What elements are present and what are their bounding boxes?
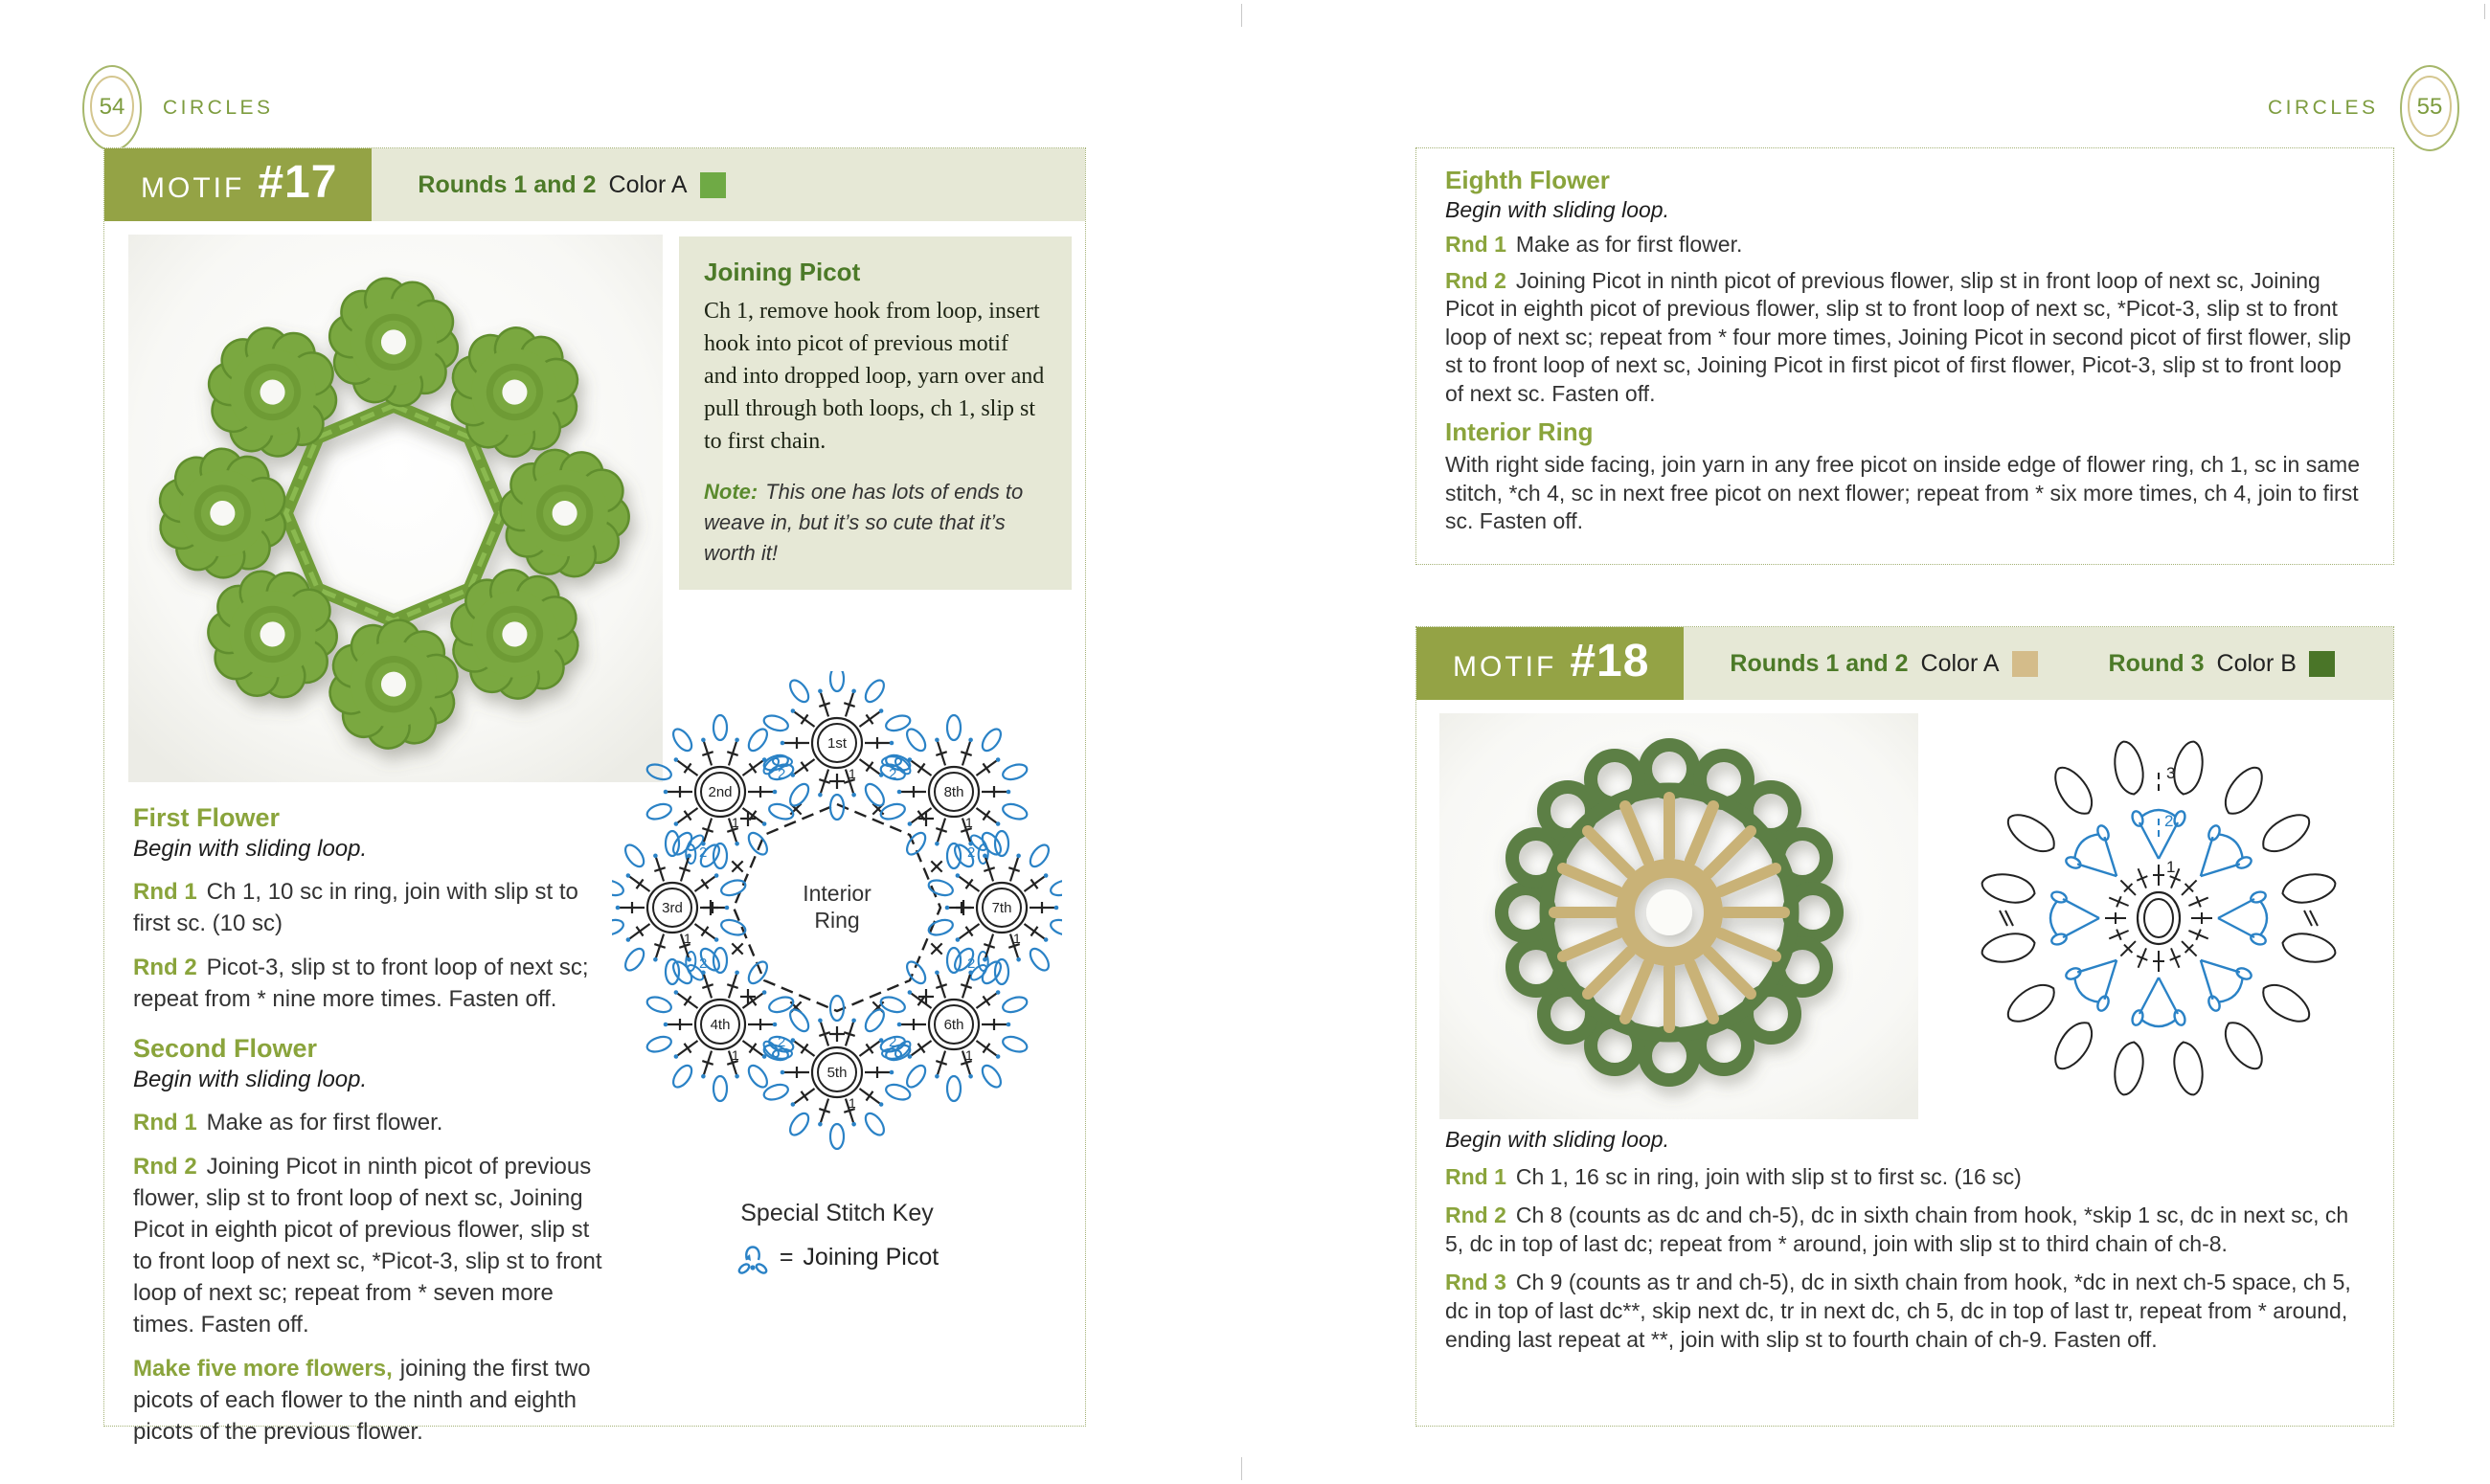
- round-1-numeral: 1: [849, 1095, 856, 1111]
- motif-18-photo: [1439, 713, 1918, 1119]
- rnd-text: Ch 8 (counts as dc and ch-5), dc in sixth chain from hook, *skip 1 sc, dc in next sc, ch 5, dc in top of last dc; repeat from * around, join with slip st to third chain of ch-8.: [1445, 1203, 2349, 1256]
- note-label: Note:: [704, 480, 758, 504]
- page-number: 55: [2416, 94, 2442, 120]
- page-number: 54: [99, 94, 125, 120]
- note-text: This one has lots of ends to weave in, but it’s so cute that it’s worth it!: [704, 480, 1024, 565]
- motif-number: #17: [258, 157, 338, 208]
- crochet-motif: [1502, 745, 1837, 1080]
- left-running-head: [80, 63, 274, 153]
- flower-label: 5th: [826, 1065, 848, 1081]
- round-chart: [1980, 739, 2338, 1097]
- round-3-numeral: 3: [2166, 764, 2176, 782]
- motif-18-intro: Begin with sliding loop.: [1445, 1127, 1669, 1152]
- rnd-label: Rnd 2: [1445, 267, 1506, 293]
- rnd-paragraph: [133, 952, 604, 1015]
- rnd-text: Joining Picot in ninth picot of previous flower, slip st to front loop of next sc, Joining Picot in eighth picot of previous flower, slip st to front loop of next sc, *Picot-3, slip st to front loop of next sc; repeat from * seven more times. Fasten off.: [133, 1154, 602, 1338]
- page-number-badge: [2398, 63, 2461, 153]
- rnd-text: Joining Picot in ninth picot of previous flower, slip st in front loop of next sc, Joining Picot in eighth picot of previous flower, slip st to front loop of next sc, *Picot-3, slip st to front loop of next sc; repeat from * four more times, Joining Picot in second picot of first flower, slip st to front loop of next sc, Joining Picot in first picot of first flower, Picot-3, slip st to front loop of next sc. Fasten off.: [1445, 267, 2351, 406]
- rnd-text: Picot-3, slip st to front loop of next sc; repeat from * nine more times. Fasten off.: [133, 955, 589, 1012]
- motif-17-banner: [104, 148, 1085, 221]
- right-running-head: [2268, 63, 2461, 153]
- rnd-paragraph: [133, 1107, 604, 1138]
- flower-label: 4th: [710, 1017, 731, 1033]
- make-more-lead: Make five more flowers,: [133, 1356, 393, 1382]
- stitch-key-entry: [641, 1237, 1033, 1277]
- motif-17-diagram: [612, 671, 1062, 1159]
- rnd-label: Rnd 2: [1445, 1203, 1506, 1227]
- make-more-paragraph: [133, 1353, 604, 1448]
- rnd-paragraph: [1445, 1162, 2368, 1191]
- rnd-text: Ch 1, 16 sc in ring, join with slip st to first sc. (16 sc): [1515, 1164, 2022, 1189]
- crop-mark: [2484, 4, 2485, 19]
- rounds-label: Round 3: [2108, 649, 2205, 677]
- motif-18-color-key: [1684, 627, 2393, 700]
- motif-prefix: MOTIF: [1453, 651, 1557, 683]
- rounds-label: Rounds 1 and 2: [1730, 649, 1909, 677]
- rnd-text: Ch 1, 10 sc in ring, join with slip st to first sc. (10 sc): [133, 879, 578, 936]
- round-1-numeral: 1: [732, 815, 739, 830]
- round-2-numeral: 2: [967, 844, 976, 861]
- equals-sign: =: [779, 1243, 794, 1270]
- rnd-label: Rnd 1: [1445, 232, 1506, 257]
- motif-18-diagram: [1945, 711, 2372, 1121]
- joining-picot-box: [679, 236, 1072, 590]
- motif-18-instructions: [1445, 1127, 2368, 1363]
- round-1-numeral: 1: [2166, 858, 2176, 876]
- rnd-paragraph: [1445, 1201, 2368, 1258]
- motif-18-title: [1416, 627, 1684, 700]
- motif-17-instructions: [133, 803, 604, 1460]
- motif-17-continued-panel: [1415, 147, 2394, 565]
- color-name: Color A: [608, 170, 688, 198]
- section-label: CIRCLES: [2268, 97, 2379, 119]
- rnd-paragraph: [1445, 267, 2365, 409]
- motif-17-color-key: [372, 148, 1085, 221]
- flower-label: 1st: [826, 735, 848, 752]
- round-2-numeral: 2: [889, 1034, 897, 1050]
- round-1-numeral: 1: [965, 815, 973, 830]
- round-2-numeral: 2: [967, 956, 976, 972]
- color-name: Color A: [1920, 649, 2000, 677]
- round-1-numeral: 1: [1013, 931, 1021, 946]
- make-more-text: joining the first two picots of each flower to the ninth and eighth picots of the previous flower.: [133, 1356, 591, 1445]
- motif-17-title: [104, 148, 372, 221]
- round-2-numeral: 2: [2164, 812, 2174, 830]
- rnd-text: Make as for first flower.: [206, 1110, 443, 1135]
- round-1-numeral: 1: [732, 1047, 739, 1063]
- joining-picot-icon: [736, 1237, 770, 1277]
- joining-picot-heading: Joining Picot: [704, 258, 861, 286]
- stitch-key-label: Joining Picot: [803, 1243, 939, 1270]
- motif-number: #18: [1570, 636, 1650, 686]
- rnd-label: Rnd 3: [1445, 1270, 1506, 1294]
- note-paragraph: [704, 477, 1047, 569]
- flower-label: 6th: [943, 1017, 964, 1033]
- color-a-swatch: [700, 172, 726, 198]
- rnd-label: Rnd 1: [1445, 1164, 1506, 1189]
- page-number-badge: [80, 63, 144, 153]
- rnd-label: Rnd 2: [133, 955, 197, 980]
- color-name: Color B: [2216, 649, 2297, 677]
- first-flower-intro: Begin with sliding loop.: [133, 836, 368, 862]
- rnd-label: Rnd 1: [133, 1110, 197, 1135]
- interior-ring-heading: Interior Ring: [1445, 417, 1594, 446]
- motif-17-photo: [127, 235, 664, 782]
- eighth-flower-intro: Begin with sliding loop.: [1445, 197, 1669, 222]
- rounds-label: Rounds 1 and 2: [418, 170, 597, 198]
- stitch-key-title: Special Stitch Key: [740, 1200, 934, 1226]
- motif-18-banner: [1416, 627, 2393, 700]
- eighth-flower-heading: Eighth Flower: [1445, 166, 1610, 194]
- color-a-swatch: [2012, 651, 2038, 677]
- round-2-numeral: 2: [889, 766, 897, 782]
- interior-ring-body: With right side facing, join yarn in any free picot on inside edge of flower ring, ch 1, sc in same stitch, *ch 4, sc in next free picot on next flower; repeat from * six more times, ch 4, join to first sc. Fasten off.: [1445, 452, 2360, 533]
- motif-18-panel: [1415, 626, 2394, 1427]
- round-2-numeral: 2: [778, 766, 786, 782]
- color-b-swatch: [2309, 651, 2335, 677]
- color-key-entry: [2109, 650, 2335, 678]
- motif-17-body: [104, 221, 1085, 1445]
- special-stitch-key: [641, 1200, 1033, 1277]
- motif-prefix: MOTIF: [141, 172, 245, 204]
- second-flower-intro: Begin with sliding loop.: [133, 1067, 368, 1092]
- motif-17-panel: [103, 147, 1086, 1445]
- rnd-paragraph: [1445, 231, 2365, 259]
- section-label: CIRCLES: [163, 97, 274, 119]
- first-flower-heading: First Flower: [133, 803, 281, 832]
- crop-mark: [1241, 4, 1242, 27]
- rnd-paragraph: [133, 1151, 604, 1340]
- rnd-paragraph: [133, 876, 604, 939]
- round-2-numeral: 2: [699, 956, 708, 972]
- round-2-numeral: 2: [778, 1034, 786, 1050]
- rnd-label: Rnd 2: [133, 1154, 197, 1180]
- second-flower-heading: Second Flower: [133, 1034, 318, 1063]
- round-1-numeral: 1: [849, 766, 856, 781]
- interior-ring-label: Ring: [814, 908, 860, 933]
- flower-label: 7th: [991, 900, 1012, 916]
- rnd-label: Rnd 1: [133, 879, 197, 905]
- joining-picot-body: Ch 1, remove hook from loop, insert hook into picot of previous motif and into dropped loop, yarn over and pull through both loops, ch 1, slip st to first chain.: [704, 299, 1045, 454]
- color-key-entry: [418, 171, 725, 199]
- round-2-numeral: 2: [699, 844, 708, 861]
- color-key-entry: [1730, 650, 2037, 678]
- round-1-numeral: 1: [684, 931, 691, 946]
- flower-label: 8th: [943, 784, 964, 800]
- rnd-text: Ch 9 (counts as tr and ch-5), dc in sixth chain from hook, *dc in next ch-5 space, ch 5, dc in top of last dc**, skip next dc, tr in next dc, ch 5, dc in top of last tr, repeat from * around, ending last repeat at **, join with slip st to fourth chain of ch-9. Fasten off.: [1445, 1270, 2351, 1352]
- motif-18-body: [1416, 700, 2393, 1426]
- crop-mark: [1241, 1457, 1242, 1480]
- flower-label: 2nd: [708, 784, 733, 800]
- flower-label: 3rd: [662, 900, 683, 916]
- round-1-numeral: 1: [965, 1047, 973, 1063]
- rnd-text: Make as for first flower.: [1515, 232, 1743, 257]
- rnd-paragraph: [1445, 1268, 2368, 1354]
- interior-ring-label: Interior: [803, 881, 872, 906]
